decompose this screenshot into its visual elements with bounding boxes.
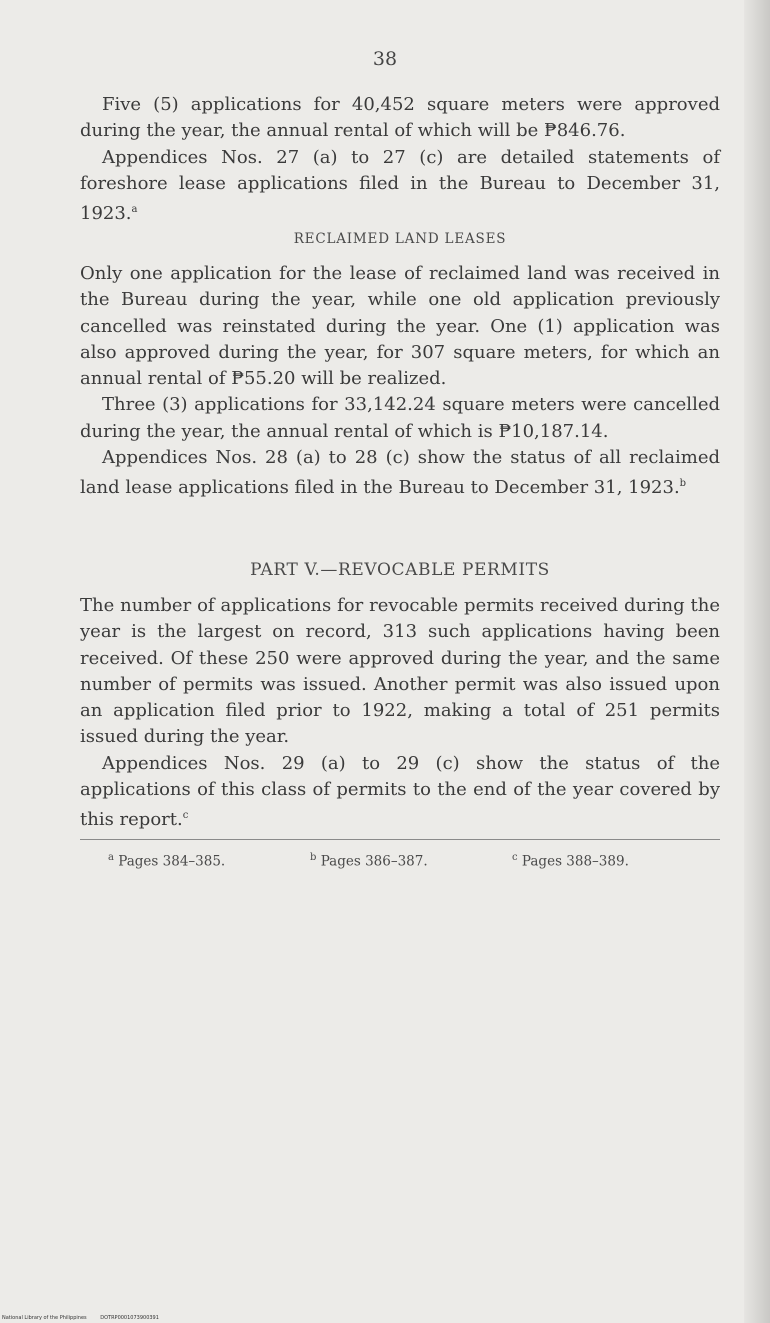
body-text-permits [80, 593, 720, 834]
footnote-a: $^a$ Pages 384–385. [108, 852, 226, 870]
scan-footer-library: National Library of the Philippines [2, 1315, 87, 1321]
footnote-divider [80, 839, 720, 840]
heading-part-v-revocable-permits: PART V.—REVOCABLE PERMITS [250, 560, 550, 580]
heading-reclaimed-land-leases: RECLAIMED LAND LEASES [293, 231, 507, 247]
paragraph-appendices-27: Appendices Nos. 27 (a) to 27 (c) are detailed statements of foreshore lease applications filed in the Bureau to December 31, 1923.$^a$ [80, 146, 720, 225]
page-number: 38 [372, 48, 398, 70]
paragraph-cancelled-applications: Three (3) applications for 33,142.24 square meters were cancelled during the year, the annual rental of which is ₱10,187.14. [80, 394, 720, 442]
body-text-top [80, 92, 720, 227]
scan-footer [2, 1315, 171, 1321]
footnote-ref-c: c [182, 810, 189, 822]
footnote-c: $^c$ Pages 388–389. [512, 852, 629, 870]
paragraph-revocable-permits: The number of applications for revocable permits received during the year is the largest on record, 313 such applications having been received. Of these 250 were approved during the year, and the same number of permits was issued. Another permit was also issued upon an application filed prior to 1922, making a total of 251 permits issued during the year. [80, 595, 720, 748]
body-text-reclaimed [80, 261, 720, 502]
page-edge-shadow [744, 0, 770, 1323]
paragraph-appendices-28: Appendices Nos. 28 (a) to 28 (c) show the status of all reclaimed land lease applications filed in the Bureau to December 31, 1923.$^b$ [80, 447, 720, 499]
scan-footer-code: DOTRP0001073900391 [100, 1315, 159, 1321]
paragraph-appendices-29: Appendices Nos. 29 (a) to 29 (c) show the status of the applications of this class of permits to the end of the year covered by this report.$^c$ [80, 752, 720, 831]
footnote-ref-b: b [679, 478, 687, 490]
footnote-b: $^b$ Pages 386–387. [310, 852, 428, 870]
footnote-ref-a: a [131, 204, 138, 216]
paragraph-approved-applications: Five (5) applications for 40,452 square meters were approved during the year, the annual rental of which will be ₱846.76. [80, 94, 720, 142]
paragraph-reclaimed-application: Only one application for the lease of reclaimed land was received in the Bureau during the year, while one old application previously cancelled was reinstated during the year. One (1) application was also approved during the year, for 307 square meters, for which an annual rental of ₱55.20 will be realized. [80, 263, 720, 390]
